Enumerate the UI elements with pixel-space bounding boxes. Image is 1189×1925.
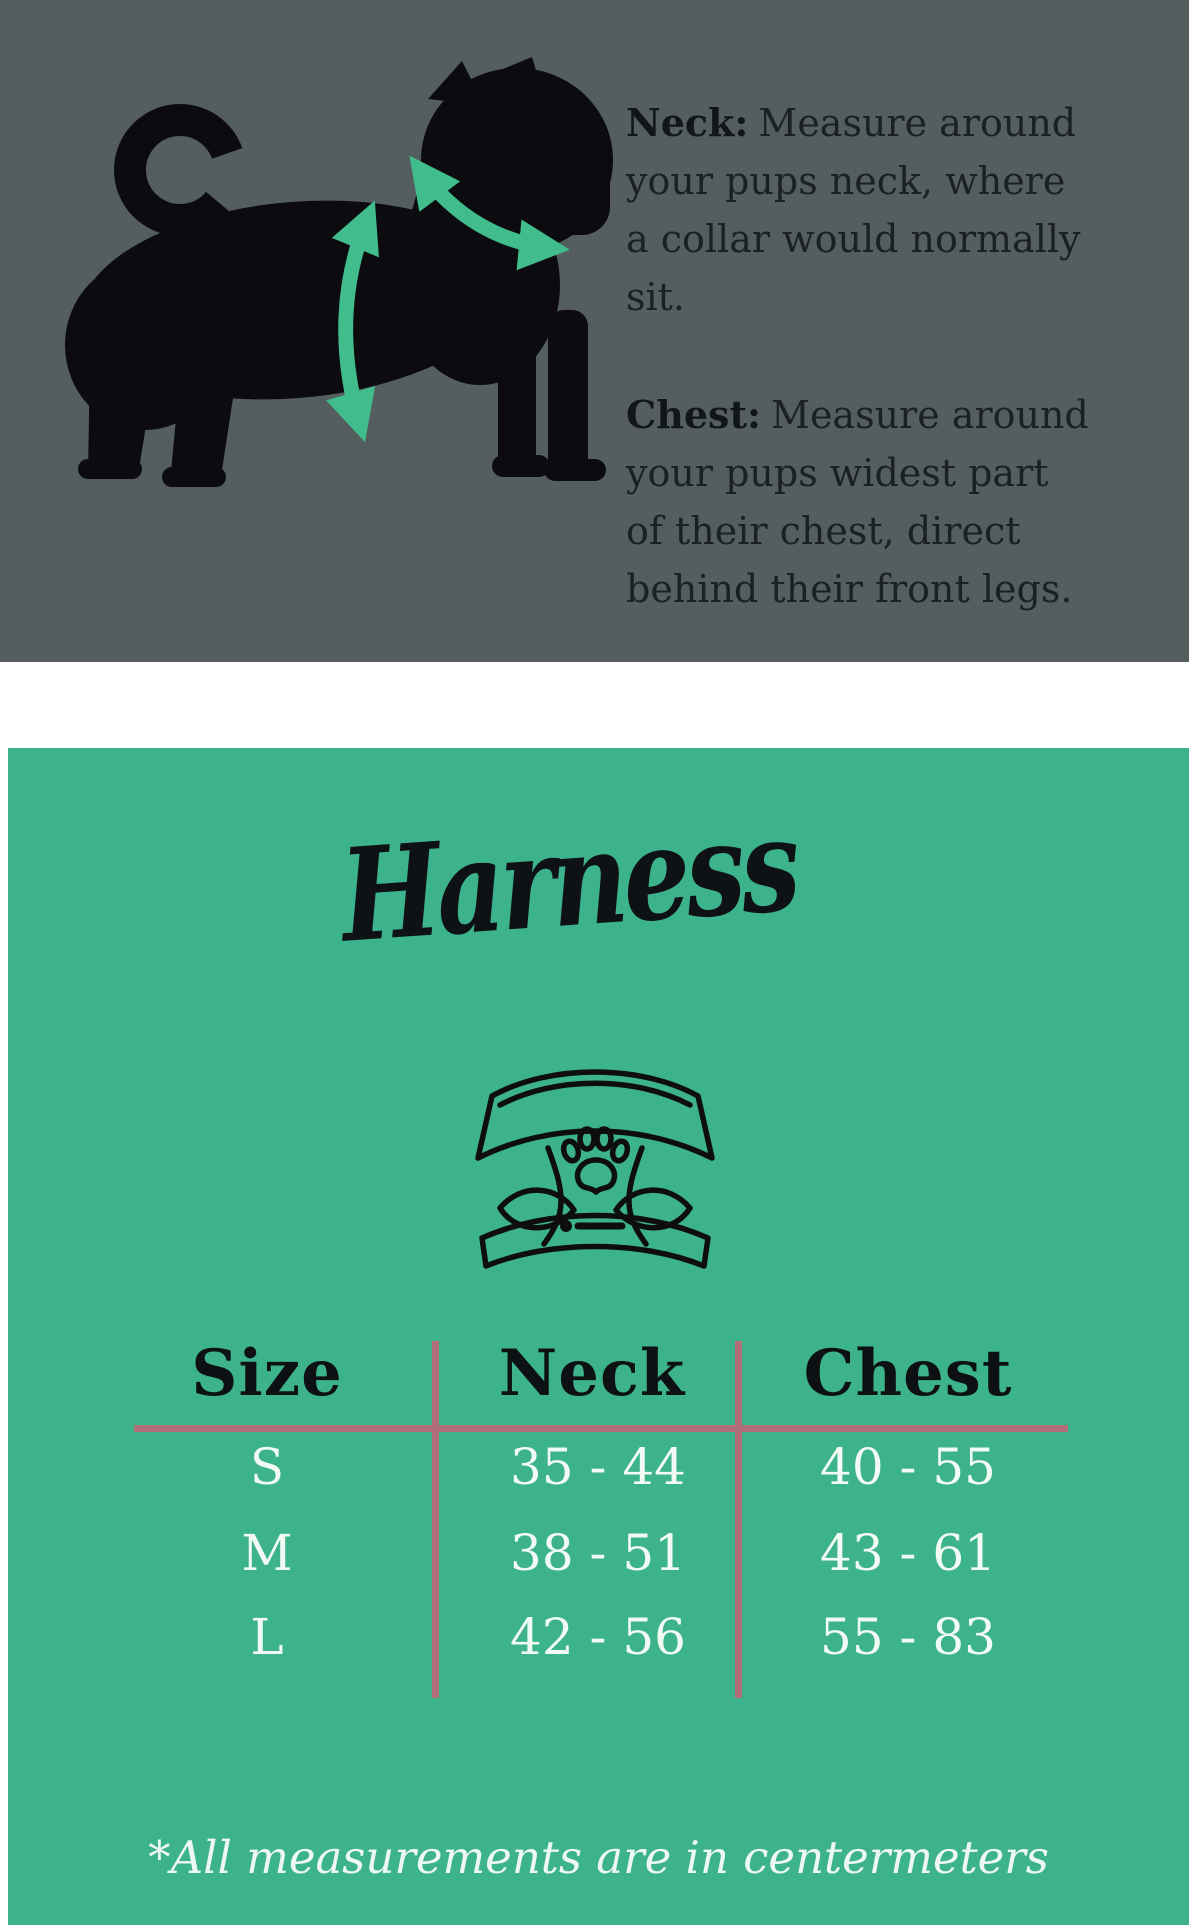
table-row-m-size: M xyxy=(241,1524,293,1582)
table-row-l-size: L xyxy=(250,1608,284,1666)
pug-silhouette-icon xyxy=(30,55,630,515)
neck-instruction xyxy=(626,94,1096,326)
measuring-instructions-panel xyxy=(0,0,1189,662)
measuring-instructions xyxy=(626,94,1096,618)
size-table-header-neck: Neck xyxy=(498,1336,686,1411)
neck-instruction-text: Measure around your pups neck, where a collar would normally sit. xyxy=(626,101,1081,319)
table-row-s-neck: 35 - 44 xyxy=(510,1438,686,1496)
measurements-footnote: *All measurements are in centermeters xyxy=(148,1831,1049,1884)
harness-title: Harness xyxy=(336,790,801,972)
chest-instruction-label: Chest: xyxy=(626,392,762,437)
size-table-header-size: Size xyxy=(191,1336,343,1411)
harness-icon xyxy=(470,1048,720,1273)
table-row-m-neck: 38 - 51 xyxy=(510,1524,686,1582)
table-row-s-chest: 40 - 55 xyxy=(820,1438,996,1496)
chest-instruction-text: Measure around your pups widest part of their chest, direct behind their front legs. xyxy=(626,393,1089,611)
table-row-m-chest: 43 - 61 xyxy=(820,1524,996,1582)
neck-instruction-label: Neck: xyxy=(626,100,749,145)
table-row-l-chest: 55 - 83 xyxy=(820,1608,996,1666)
harness-size-chart-panel xyxy=(8,748,1189,1925)
table-divider-horizontal xyxy=(134,1425,1068,1432)
table-divider-vertical-right xyxy=(735,1341,742,1698)
size-table xyxy=(8,1336,1189,1716)
table-divider-vertical-left xyxy=(432,1341,439,1698)
chest-instruction xyxy=(626,386,1096,618)
table-row-s-size: S xyxy=(249,1438,285,1496)
size-table-header-chest: Chest xyxy=(803,1336,1013,1411)
paw-print-icon xyxy=(561,1129,629,1192)
table-row-l-neck: 42 - 56 xyxy=(510,1608,686,1666)
